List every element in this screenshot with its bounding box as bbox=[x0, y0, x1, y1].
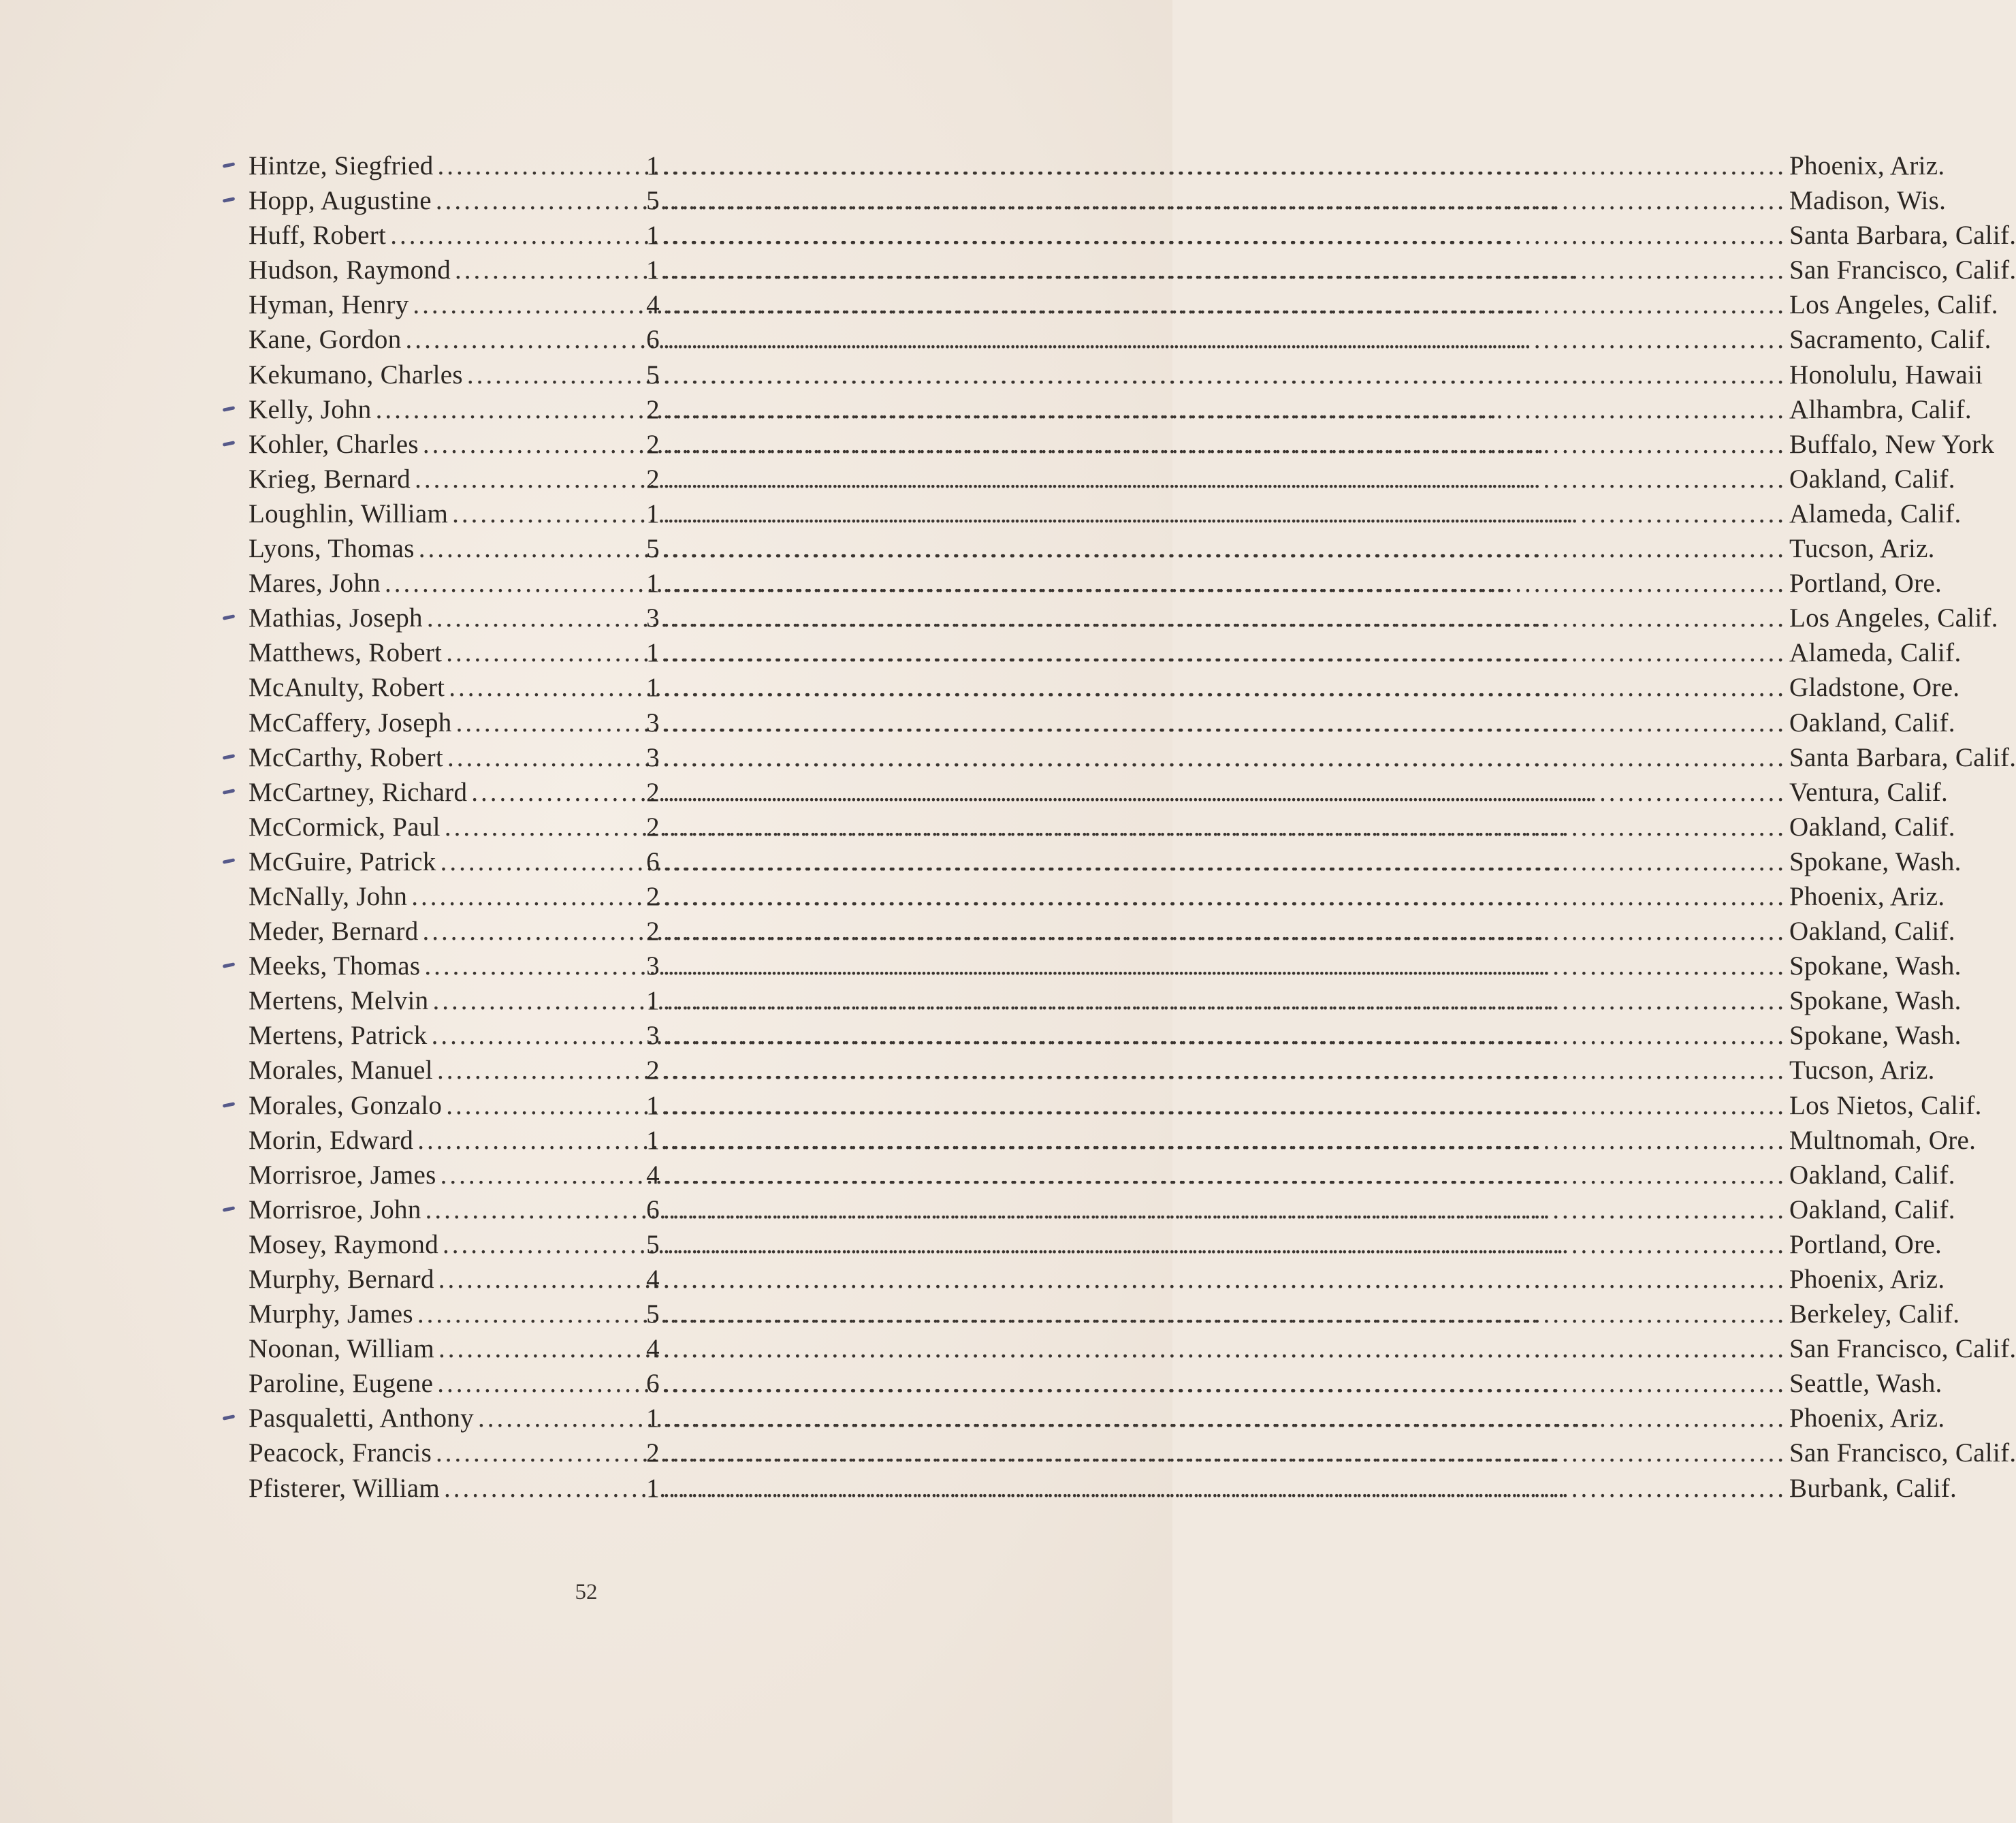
student-name: Paroline, Eugene bbox=[249, 1369, 434, 1399]
dot-leader bbox=[660, 1366, 1789, 1401]
student-name: Meder, Bernard bbox=[249, 917, 419, 947]
dot-leader bbox=[660, 218, 1789, 253]
roster-entry bbox=[249, 148, 1945, 183]
roster-entry bbox=[249, 253, 2016, 287]
hometown: Oakland, Calif. bbox=[1789, 917, 1955, 947]
roster-entry bbox=[249, 462, 1955, 496]
year-number: 2 bbox=[646, 1438, 660, 1468]
dot-leader bbox=[660, 1262, 1789, 1297]
year-number: 5 bbox=[646, 360, 660, 390]
name-column bbox=[249, 1436, 645, 1470]
city-column bbox=[660, 844, 1962, 879]
name-column bbox=[249, 635, 645, 670]
student-name: McGuire, Patrick bbox=[249, 846, 436, 876]
student-name: Morales, Manuel bbox=[249, 1056, 433, 1085]
year-number: 5 bbox=[646, 186, 660, 216]
city-column bbox=[660, 1158, 1955, 1192]
dot-leader bbox=[660, 1471, 1789, 1506]
city-column bbox=[660, 531, 1935, 566]
student-name: Kane, Gordon bbox=[249, 325, 402, 355]
student-name: Morales, Gonzalo bbox=[249, 1090, 443, 1120]
city-column bbox=[660, 635, 1962, 670]
dot-leader bbox=[660, 1192, 1789, 1227]
student-name: Huff, Robert bbox=[249, 221, 387, 251]
student-name: Morin, Edward bbox=[249, 1125, 414, 1155]
name-column bbox=[249, 1158, 645, 1192]
city-column bbox=[660, 1436, 2016, 1470]
city-column bbox=[660, 287, 1998, 322]
roster-entry bbox=[249, 914, 1955, 949]
name-column bbox=[249, 148, 645, 183]
name-column bbox=[249, 949, 645, 983]
roster-entry bbox=[249, 601, 1998, 635]
name-column bbox=[249, 358, 645, 392]
roster-entry bbox=[249, 531, 1935, 566]
dot-leader bbox=[660, 1018, 1789, 1053]
name-column bbox=[249, 1262, 645, 1297]
hometown: Madison, Wis. bbox=[1789, 186, 1947, 216]
dot-leader bbox=[660, 427, 1789, 462]
student-name: Pasqualetti, Anthony bbox=[249, 1404, 474, 1433]
year-number: 1 bbox=[646, 569, 660, 599]
roster-entry bbox=[249, 1262, 1945, 1297]
hometown: Ventura, Calif. bbox=[1789, 777, 1949, 807]
pencil-check-mark bbox=[223, 1206, 236, 1212]
city-column bbox=[660, 1123, 1976, 1158]
year-number: 5 bbox=[646, 1229, 660, 1259]
city-column bbox=[660, 322, 1991, 357]
name-column bbox=[249, 706, 645, 740]
name-column bbox=[249, 531, 645, 566]
name-column bbox=[249, 183, 645, 218]
hometown: Honolulu, Hawaii bbox=[1789, 360, 1983, 390]
year-number: 1 bbox=[646, 1473, 660, 1503]
year-number: 2 bbox=[646, 394, 660, 424]
hometown: San Francisco, Calif. bbox=[1789, 1334, 2016, 1364]
name-column bbox=[249, 1471, 645, 1506]
name-column bbox=[249, 1123, 645, 1158]
student-name: Kohler, Charles bbox=[249, 429, 419, 459]
dot-leader bbox=[660, 844, 1789, 879]
hometown: Oakland, Calif. bbox=[1789, 1160, 1955, 1190]
name-column bbox=[249, 218, 645, 253]
student-name: Matthews, Robert bbox=[249, 638, 443, 668]
dot-leader bbox=[660, 496, 1789, 531]
dot-leader bbox=[660, 148, 1789, 183]
dot-leader bbox=[660, 810, 1789, 844]
year-number: 6 bbox=[646, 1369, 660, 1399]
city-column bbox=[660, 1088, 1982, 1123]
city-column bbox=[660, 148, 1945, 183]
name-column bbox=[249, 1192, 645, 1227]
hometown: Seattle, Wash. bbox=[1789, 1369, 1942, 1399]
name-column bbox=[249, 462, 645, 496]
student-name: McCartney, Richard bbox=[249, 777, 468, 807]
name-column bbox=[249, 287, 645, 322]
city-column bbox=[660, 566, 1942, 601]
dot-leader bbox=[660, 601, 1789, 635]
year-number: 1 bbox=[646, 673, 660, 703]
student-name: Peacock, Francis bbox=[249, 1438, 432, 1468]
city-column bbox=[660, 1366, 1942, 1401]
city-column bbox=[660, 810, 1955, 844]
roster-entry bbox=[249, 775, 1949, 810]
city-column bbox=[660, 879, 1945, 914]
pencil-check-mark bbox=[223, 1415, 236, 1421]
pencil-check-mark bbox=[223, 858, 236, 864]
name-column bbox=[249, 1018, 645, 1053]
roster-entry bbox=[249, 1158, 1955, 1192]
dot-leader bbox=[660, 253, 1789, 287]
roster-entry bbox=[249, 1053, 1935, 1088]
city-column bbox=[660, 949, 1962, 983]
year-number: 3 bbox=[646, 603, 660, 633]
hometown: Tucson, Ariz. bbox=[1789, 1056, 1935, 1085]
student-name: Mathias, Joseph bbox=[249, 603, 423, 633]
year-number: 2 bbox=[646, 464, 660, 494]
name-column bbox=[249, 1088, 645, 1123]
dot-leader bbox=[660, 670, 1789, 705]
student-name: Loughlin, William bbox=[249, 498, 449, 528]
dot-leader bbox=[660, 635, 1789, 670]
city-column bbox=[660, 1401, 1945, 1436]
year-number: 3 bbox=[646, 1021, 660, 1051]
year-number: 1 bbox=[646, 151, 660, 180]
pencil-check-mark bbox=[223, 789, 236, 795]
year-number: 2 bbox=[646, 777, 660, 807]
city-column bbox=[660, 601, 1998, 635]
student-name: Kelly, John bbox=[249, 394, 372, 424]
dot-leader bbox=[660, 1158, 1789, 1192]
city-column bbox=[660, 427, 1994, 462]
hometown: Buffalo, New York bbox=[1789, 429, 1995, 459]
name-column bbox=[249, 810, 645, 844]
year-number: 1 bbox=[646, 1090, 660, 1120]
year-number: 1 bbox=[646, 638, 660, 668]
city-column bbox=[660, 670, 1959, 705]
dot-leader bbox=[660, 914, 1789, 949]
name-column bbox=[249, 1331, 645, 1366]
year-number: 1 bbox=[646, 498, 660, 528]
hometown: Phoenix, Ariz. bbox=[1789, 151, 1945, 180]
student-name: McCormick, Paul bbox=[249, 812, 441, 842]
year-number: 6 bbox=[646, 325, 660, 355]
name-column bbox=[249, 566, 645, 601]
roster-entry bbox=[249, 635, 1962, 670]
student-name: Hudson, Raymond bbox=[249, 255, 451, 285]
year-number: 1 bbox=[646, 1125, 660, 1155]
roster-entry bbox=[249, 218, 2016, 253]
hometown: Berkeley, Calif. bbox=[1789, 1299, 1960, 1329]
roster-entry bbox=[249, 358, 1983, 392]
student-name: Pfisterer, William bbox=[249, 1473, 440, 1503]
city-column bbox=[660, 183, 1946, 218]
student-name: Noonan, William bbox=[249, 1334, 435, 1364]
roster-entry bbox=[249, 1297, 1960, 1331]
student-name: Mertens, Melvin bbox=[249, 986, 429, 1016]
hometown: Santa Barbara, Calif. bbox=[1789, 221, 2016, 251]
dot-leader bbox=[660, 287, 1789, 322]
pencil-check-mark bbox=[223, 614, 236, 620]
pencil-check-mark bbox=[223, 406, 236, 412]
student-name: Krieg, Bernard bbox=[249, 464, 411, 494]
year-number: 5 bbox=[646, 534, 660, 564]
roster-entry bbox=[249, 1018, 1962, 1053]
hometown: Los Nietos, Calif. bbox=[1789, 1090, 1982, 1120]
city-column bbox=[660, 740, 2016, 775]
student-name: Murphy, James bbox=[249, 1299, 413, 1329]
pencil-check-mark bbox=[223, 1102, 236, 1108]
roster-entry bbox=[249, 1366, 1942, 1401]
roster-entry bbox=[249, 949, 1962, 983]
roster-entry bbox=[249, 427, 1995, 462]
hometown: Multnomah, Ore. bbox=[1789, 1125, 1977, 1155]
name-column bbox=[249, 775, 645, 810]
year-number: 2 bbox=[646, 881, 660, 911]
hometown: Portland, Ore. bbox=[1789, 569, 1942, 599]
roster-entry bbox=[249, 1471, 1957, 1506]
dot-leader bbox=[660, 949, 1789, 983]
dot-leader bbox=[660, 1088, 1789, 1123]
pencil-check-mark bbox=[223, 197, 236, 203]
city-column bbox=[660, 392, 1972, 427]
hometown: Phoenix, Ariz. bbox=[1789, 1404, 1945, 1433]
roster-entry bbox=[249, 183, 1947, 218]
name-column bbox=[249, 914, 645, 949]
roster-entry bbox=[249, 566, 1942, 601]
hometown: Sacramento, Calif. bbox=[1789, 325, 1991, 355]
roster-entry bbox=[249, 496, 1962, 531]
name-column bbox=[249, 427, 645, 462]
dot-leader bbox=[660, 322, 1789, 357]
name-column bbox=[249, 740, 645, 775]
name-column bbox=[249, 983, 645, 1018]
city-column bbox=[660, 1053, 1935, 1088]
student-name: Hopp, Augustine bbox=[249, 186, 432, 216]
student-name: Kekumano, Charles bbox=[249, 360, 463, 390]
student-name: Murphy, Bernard bbox=[249, 1265, 434, 1294]
city-column bbox=[660, 1297, 1959, 1331]
city-column bbox=[660, 1227, 1942, 1262]
hometown: Gladstone, Ore. bbox=[1789, 673, 1960, 703]
year-number: 1 bbox=[646, 1404, 660, 1433]
hometown: Los Angeles, Calif. bbox=[1789, 290, 1998, 320]
city-column bbox=[660, 1192, 1955, 1227]
dot-leader bbox=[660, 775, 1789, 810]
name-column bbox=[249, 1227, 645, 1262]
roster-entry bbox=[249, 844, 1962, 879]
roster-entry bbox=[249, 1088, 1982, 1123]
roster-entry bbox=[249, 1192, 1955, 1227]
city-column bbox=[660, 462, 1955, 496]
student-name: Hyman, Henry bbox=[249, 290, 409, 320]
city-column bbox=[660, 1262, 1945, 1297]
page-number: 52 bbox=[575, 1580, 598, 1604]
hometown: Spokane, Wash. bbox=[1789, 846, 1962, 876]
dot-leader bbox=[660, 392, 1789, 427]
year-number: 2 bbox=[646, 429, 660, 459]
hometown: Portland, Ore. bbox=[1789, 1229, 1942, 1259]
student-name: Hintze, Siegfried bbox=[249, 151, 434, 180]
year-number: 1 bbox=[646, 986, 660, 1016]
hometown: San Francisco, Calif. bbox=[1789, 255, 2016, 285]
dot-leader bbox=[660, 1297, 1789, 1331]
city-column bbox=[660, 775, 1948, 810]
year-number: 4 bbox=[646, 1265, 660, 1294]
pencil-check-mark bbox=[223, 162, 236, 168]
dot-leader bbox=[660, 1123, 1789, 1158]
student-name: McNally, John bbox=[249, 881, 408, 911]
name-column bbox=[249, 1053, 645, 1088]
roster-entry bbox=[249, 706, 1955, 740]
year-number: 1 bbox=[646, 221, 660, 251]
city-column bbox=[660, 218, 2016, 253]
year-number: 5 bbox=[646, 1299, 660, 1329]
hometown: Tucson, Ariz. bbox=[1789, 534, 1935, 564]
name-column bbox=[249, 670, 645, 705]
roster-entry bbox=[249, 392, 1972, 427]
student-name: Mares, John bbox=[249, 569, 381, 599]
hometown: Alameda, Calif. bbox=[1789, 638, 1962, 668]
roster-entry bbox=[249, 983, 1962, 1018]
student-name: Morrisroe, John bbox=[249, 1194, 421, 1224]
hometown: Burbank, Calif. bbox=[1789, 1473, 1957, 1503]
year-number: 4 bbox=[646, 1160, 660, 1190]
city-column bbox=[660, 253, 2016, 287]
name-column bbox=[249, 844, 645, 879]
roster-entry bbox=[249, 287, 1998, 322]
hometown: Spokane, Wash. bbox=[1789, 986, 1962, 1016]
name-column bbox=[249, 1401, 645, 1436]
city-column bbox=[660, 983, 1962, 1018]
roster-entry bbox=[249, 810, 1955, 844]
dot-leader bbox=[660, 1053, 1789, 1088]
hometown: Spokane, Wash. bbox=[1789, 1021, 1962, 1051]
year-number: 2 bbox=[646, 812, 660, 842]
roster-entry bbox=[249, 1401, 1945, 1436]
pencil-check-mark bbox=[223, 441, 236, 447]
city-column bbox=[660, 1018, 1962, 1053]
student-name: Mertens, Patrick bbox=[249, 1021, 428, 1051]
dot-leader bbox=[660, 740, 1789, 775]
city-column bbox=[660, 1471, 1957, 1506]
year-number: 3 bbox=[646, 742, 660, 772]
dot-leader bbox=[660, 462, 1789, 496]
student-name: McAnulty, Robert bbox=[249, 673, 445, 703]
dot-leader bbox=[660, 358, 1789, 392]
name-column bbox=[249, 601, 645, 635]
city-column bbox=[660, 358, 1983, 392]
year-number: 2 bbox=[646, 917, 660, 947]
dot-leader bbox=[660, 531, 1789, 566]
pencil-check-mark bbox=[223, 962, 236, 968]
student-name: Mosey, Raymond bbox=[249, 1229, 438, 1259]
roster-entry bbox=[249, 1331, 2016, 1366]
name-column bbox=[249, 1366, 645, 1401]
student-name: McCaffery, Joseph bbox=[249, 708, 452, 738]
dot-leader bbox=[660, 1331, 1789, 1366]
dot-leader bbox=[660, 1401, 1789, 1436]
student-name: McCarthy, Robert bbox=[249, 742, 444, 772]
city-column bbox=[660, 496, 1962, 531]
city-column bbox=[660, 1331, 2016, 1366]
year-number: 1 bbox=[646, 255, 660, 285]
roster-entry bbox=[249, 879, 1945, 914]
name-column bbox=[249, 496, 645, 531]
student-roster bbox=[249, 148, 2016, 1506]
roster-entry bbox=[249, 740, 2016, 775]
roster-entry bbox=[249, 1227, 1942, 1262]
hometown: Alhambra, Calif. bbox=[1789, 394, 1972, 424]
student-name: Morrisroe, James bbox=[249, 1160, 436, 1190]
hometown: Santa Barbara, Calif. bbox=[1789, 742, 2016, 772]
dot-leader bbox=[660, 183, 1789, 218]
hometown: Phoenix, Ariz. bbox=[1789, 1265, 1945, 1294]
name-column bbox=[249, 879, 645, 914]
name-column bbox=[249, 322, 645, 357]
student-name: Meeks, Thomas bbox=[249, 951, 421, 981]
dot-leader bbox=[660, 566, 1789, 601]
dot-leader bbox=[660, 983, 1789, 1018]
hometown: Phoenix, Ariz. bbox=[1789, 881, 1945, 911]
name-column bbox=[249, 392, 645, 427]
hometown: San Francisco, Calif. bbox=[1789, 1438, 2016, 1468]
name-column bbox=[249, 1297, 645, 1331]
year-number: 2 bbox=[646, 1056, 660, 1085]
city-column bbox=[660, 706, 1955, 740]
pencil-check-mark bbox=[223, 754, 236, 760]
dot-leader bbox=[660, 1436, 1789, 1470]
dot-leader bbox=[660, 706, 1789, 740]
hometown: Oakland, Calif. bbox=[1789, 708, 1955, 738]
year-number: 4 bbox=[646, 290, 660, 320]
dot-leader bbox=[660, 879, 1789, 914]
name-column bbox=[249, 253, 645, 287]
hometown: Los Angeles, Calif. bbox=[1789, 603, 1998, 633]
year-number: 6 bbox=[646, 846, 660, 876]
hometown: Oakland, Calif. bbox=[1789, 1194, 1955, 1224]
year-number: 3 bbox=[646, 951, 660, 981]
student-name: Lyons, Thomas bbox=[249, 534, 415, 564]
roster-entry bbox=[249, 322, 1991, 357]
roster-entry bbox=[249, 670, 1960, 705]
city-column bbox=[660, 914, 1955, 949]
hometown: Alameda, Calif. bbox=[1789, 498, 1962, 528]
year-number: 3 bbox=[646, 708, 660, 738]
hometown: Oakland, Calif. bbox=[1789, 812, 1955, 842]
year-number: 4 bbox=[646, 1334, 660, 1364]
year-number: 6 bbox=[646, 1194, 660, 1224]
hometown: Spokane, Wash. bbox=[1789, 951, 1962, 981]
hometown: Oakland, Calif. bbox=[1789, 464, 1955, 494]
roster-entry bbox=[249, 1436, 2016, 1470]
roster-entry bbox=[249, 1123, 1977, 1158]
dot-leader bbox=[660, 1227, 1789, 1262]
